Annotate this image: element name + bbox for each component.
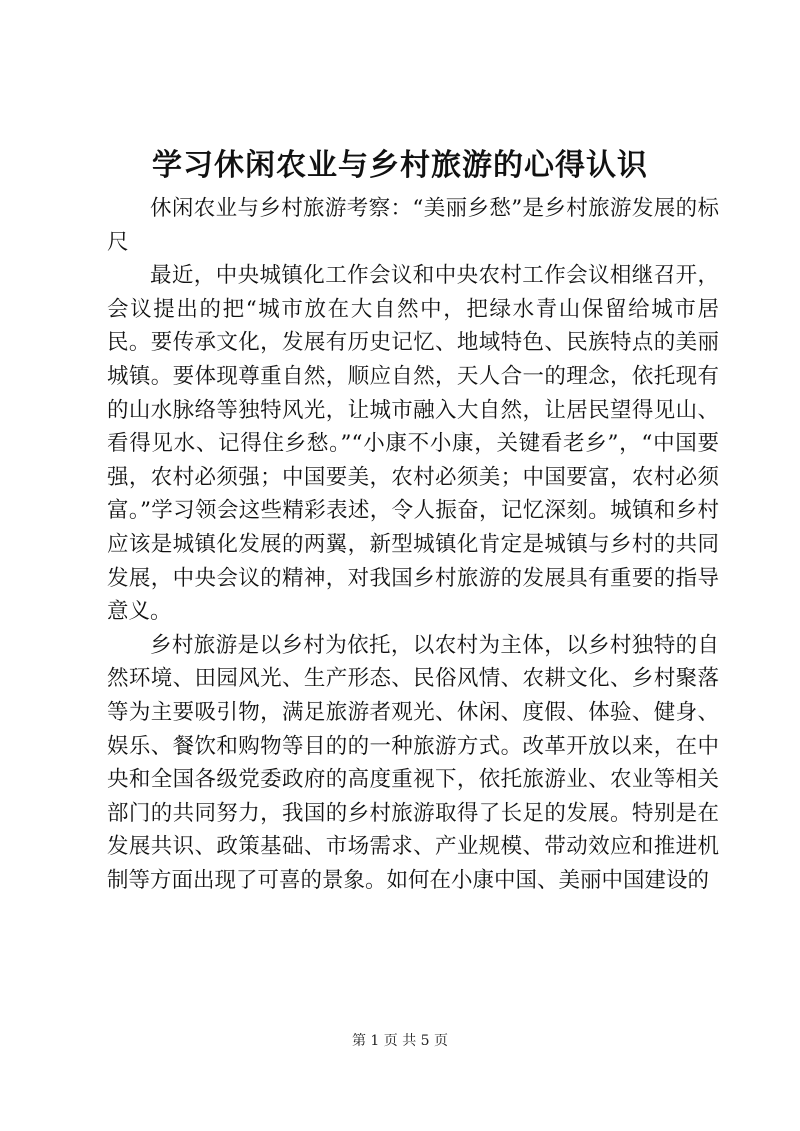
paragraph-1: 最近，中央城镇化工作会议和中央农村工作会议相继召开，会议提出的把“城市放在大自然中，把绿水青山保留给城市居民。要传承文化，发展有历史记忆、地域特色、民族特点的美丽城镇。要体现尊重自然，顺应自然，天人合一的理念，依托现有的山水脉络等独特风光，让城市融入大自然，让居民望得见山、看得见水、记得住乡愁。”“小康不小康，关键看老乡”，“中国要强，农村必须强；中国要美，农村必须美；中国要富，农村必须富。”学习领会这些精彩表述，令人振奋，记忆深刻。城镇和乡村应该是城镇化发展的两翼，新型城镇化肯定是城镇与乡村的共同发展，中央会议的精神，对我国乡村旅游的发展具有重要的指导意义。 [107,263,719,625]
page-footer: 第 1 页 共 5 页 [351,1033,449,1049]
document-body [107,192,719,897]
paragraph-2: 乡村旅游是以乡村为依托，以农村为主体，以乡村独特的自然环境、田园风光、生产形态、民俗风情、农耕文化、乡村聚落等为主要吸引物，满足旅游者观光、休闲、度假、体验、健身、娱乐、餐饮和购物等目的的一种旅游方式。改革开放以来，在中央和全国各级党委政府的高度重视下，依托旅游业、农业等相关部门的共同努力，我国的乡村旅游取得了长足的发展。特别是在发展共识、政策基础、市场需求、产业规模、带动效应和推进机制等方面出现了可喜的景象。如何在小康中国、美丽中国建设的 [107,632,719,893]
document-title: 学习休闲农业与乡村旅游的心得认识 [152,148,648,183]
paragraph-subtitle: 休闲农业与乡村旅游考察：“美丽乡愁”是乡村旅游发展的标尺 [107,196,719,255]
